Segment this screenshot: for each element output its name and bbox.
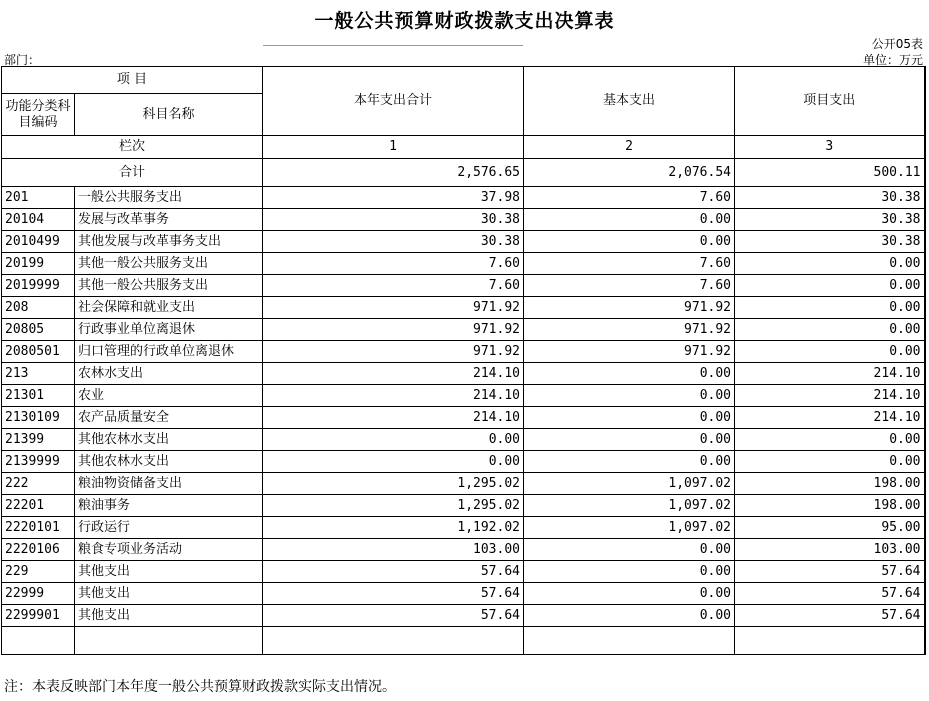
row-project: 0.00: [735, 275, 925, 297]
row-code: 22201: [2, 495, 75, 517]
row-index-label: 栏次: [2, 136, 263, 159]
row-subject-name: 行政事业单位离退休: [75, 319, 263, 341]
row-total: 37.98: [263, 187, 524, 209]
row-subject-name: 一般公共服务支出: [75, 187, 263, 209]
col-index-3: 3: [735, 136, 925, 159]
row-subject-name: 粮油事务: [75, 495, 263, 517]
row-code: 208: [2, 297, 75, 319]
row-project: 0.00: [735, 429, 925, 451]
table-row: [2, 583, 925, 605]
row-subject-name: 其他发展与改革事务支出: [75, 231, 263, 253]
row-project: 30.38: [735, 231, 925, 253]
row-total: 57.64: [263, 561, 524, 583]
row-total: 1,192.02: [263, 517, 524, 539]
report-title: 一般公共预算财政拨款支出决算表: [314, 10, 615, 32]
row-code: 21399: [2, 429, 75, 451]
row-subject-name: 行政运行: [75, 517, 263, 539]
table-row: [2, 517, 925, 539]
row-project: 0.00: [735, 297, 925, 319]
total-basic: 2,076.54: [524, 159, 735, 187]
row-basic: 0.00: [524, 385, 735, 407]
total-sum: 2,576.65: [263, 159, 524, 187]
row-basic: 971.92: [524, 297, 735, 319]
row-project: 214.10: [735, 385, 925, 407]
row-subject-name: 其他支出: [75, 561, 263, 583]
row-total: 30.38: [263, 231, 524, 253]
row-total: 1,295.02: [263, 473, 524, 495]
row-basic: 1,097.02: [524, 517, 735, 539]
blank-cell: [735, 627, 925, 655]
header-project-exp: 项目支出: [735, 67, 925, 136]
unit-label: 单位：万元: [862, 53, 923, 67]
row-total: 214.10: [263, 385, 524, 407]
table-row: [2, 605, 925, 627]
table-row: [2, 561, 925, 583]
col-index-2: 2: [524, 136, 735, 159]
table-row: [2, 429, 925, 451]
row-project: 57.64: [735, 561, 925, 583]
row-basic: 7.60: [524, 275, 735, 297]
header-total-exp: 本年支出合计: [263, 67, 524, 136]
row-basic: 1,097.02: [524, 495, 735, 517]
table-row: [2, 297, 925, 319]
table-row: [2, 495, 925, 517]
row-project: 0.00: [735, 319, 925, 341]
total-row: [2, 159, 925, 187]
table-row: [2, 209, 925, 231]
row-basic: 0.00: [524, 429, 735, 451]
row-subject-name: 其他一般公共服务支出: [75, 275, 263, 297]
row-total: 7.60: [263, 275, 524, 297]
row-code: 2080501: [2, 341, 75, 363]
header-row-1: [2, 67, 925, 94]
row-project: 30.38: [735, 209, 925, 231]
row-subject-name: 其他一般公共服务支出: [75, 253, 263, 275]
header-func-code: 功能分类科目编码: [2, 94, 75, 136]
blank-cell: [2, 627, 75, 655]
column-index-row: [2, 136, 925, 159]
row-project: 57.64: [735, 583, 925, 605]
department-label: 部门：: [4, 53, 41, 67]
row-code: 20805: [2, 319, 75, 341]
row-basic: 0.00: [524, 605, 735, 627]
row-basic: 0.00: [524, 407, 735, 429]
table-row: [2, 319, 925, 341]
table-row: [2, 385, 925, 407]
row-code: 2130109: [2, 407, 75, 429]
row-subject-name: 农林水支出: [75, 363, 263, 385]
row-project: 214.10: [735, 363, 925, 385]
row-project: 57.64: [735, 605, 925, 627]
row-basic: 0.00: [524, 363, 735, 385]
title-underline: [263, 45, 523, 46]
row-project: 95.00: [735, 517, 925, 539]
row-total: 30.38: [263, 209, 524, 231]
row-subject-name: 发展与改革事务: [75, 209, 263, 231]
row-subject-name: 农产品质量安全: [75, 407, 263, 429]
row-subject-name: 其他支出: [75, 583, 263, 605]
row-basic: 971.92: [524, 341, 735, 363]
row-basic: 0.00: [524, 583, 735, 605]
table-row: [2, 473, 925, 495]
header-item: 项 目: [2, 67, 263, 94]
table-row: [2, 275, 925, 297]
row-code: 20104: [2, 209, 75, 231]
row-project: 0.00: [735, 253, 925, 275]
row-total: 0.00: [263, 429, 524, 451]
row-project: 30.38: [735, 187, 925, 209]
table-row: [2, 407, 925, 429]
row-basic: 0.00: [524, 451, 735, 473]
row-code: 2019999: [2, 275, 75, 297]
row-basic: 7.60: [524, 253, 735, 275]
row-subject-name: 粮食专项业务活动: [75, 539, 263, 561]
expenditure-table: [1, 66, 926, 655]
row-basic: 0.00: [524, 539, 735, 561]
row-code: 229: [2, 561, 75, 583]
table-row: [2, 363, 925, 385]
row-subject-name: 农业: [75, 385, 263, 407]
row-code: 222: [2, 473, 75, 495]
table-row: [2, 231, 925, 253]
row-total: 57.64: [263, 605, 524, 627]
row-subject-name: 其他支出: [75, 605, 263, 627]
table-row: [2, 187, 925, 209]
row-basic: 1,097.02: [524, 473, 735, 495]
blank-cell: [263, 627, 524, 655]
col-index-1: 1: [263, 136, 524, 159]
row-subject-name: 其他农林水支出: [75, 451, 263, 473]
blank-row: [2, 627, 925, 655]
table-row: [2, 253, 925, 275]
blank-cell: [524, 627, 735, 655]
row-code: 21301: [2, 385, 75, 407]
row-basic: 7.60: [524, 187, 735, 209]
row-total: 57.64: [263, 583, 524, 605]
header-subject-name: 科目名称: [75, 94, 263, 136]
row-basic: 0.00: [524, 561, 735, 583]
table-row: [2, 539, 925, 561]
row-subject-name: 其他农林水支出: [75, 429, 263, 451]
row-total: 1,295.02: [263, 495, 524, 517]
row-total: 103.00: [263, 539, 524, 561]
total-project: 500.11: [735, 159, 925, 187]
row-basic: 0.00: [524, 209, 735, 231]
row-total: 971.92: [263, 341, 524, 363]
row-basic: 971.92: [524, 319, 735, 341]
row-subject-name: 社会保障和就业支出: [75, 297, 263, 319]
footnote: 注：本表反映部门本年度一般公共预算财政拨款实际支出情况。: [4, 679, 396, 695]
row-code: 22999: [2, 583, 75, 605]
row-total: 971.92: [263, 297, 524, 319]
header-basic-exp: 基本支出: [524, 67, 735, 136]
row-total: 214.10: [263, 407, 524, 429]
row-project: 198.00: [735, 495, 925, 517]
row-code: 2220101: [2, 517, 75, 539]
row-code: 2139999: [2, 451, 75, 473]
blank-cell: [75, 627, 263, 655]
row-project: 103.00: [735, 539, 925, 561]
table-row: [2, 341, 925, 363]
row-total: 7.60: [263, 253, 524, 275]
row-code: 213: [2, 363, 75, 385]
total-label: 合计: [2, 159, 263, 187]
row-project: 0.00: [735, 451, 925, 473]
row-code: 201: [2, 187, 75, 209]
row-code: 20199: [2, 253, 75, 275]
row-code: 2299901: [2, 605, 75, 627]
row-project: 214.10: [735, 407, 925, 429]
row-project: 0.00: [735, 341, 925, 363]
row-subject-name: 归口管理的行政单位离退休: [75, 341, 263, 363]
row-project: 198.00: [735, 473, 925, 495]
row-code: 2220106: [2, 539, 75, 561]
form-code: 公开05表: [871, 37, 923, 51]
row-basic: 0.00: [524, 231, 735, 253]
row-code: 2010499: [2, 231, 75, 253]
row-total: 214.10: [263, 363, 524, 385]
row-total: 0.00: [263, 451, 524, 473]
table-row: [2, 451, 925, 473]
row-total: 971.92: [263, 319, 524, 341]
row-subject-name: 粮油物资储备支出: [75, 473, 263, 495]
